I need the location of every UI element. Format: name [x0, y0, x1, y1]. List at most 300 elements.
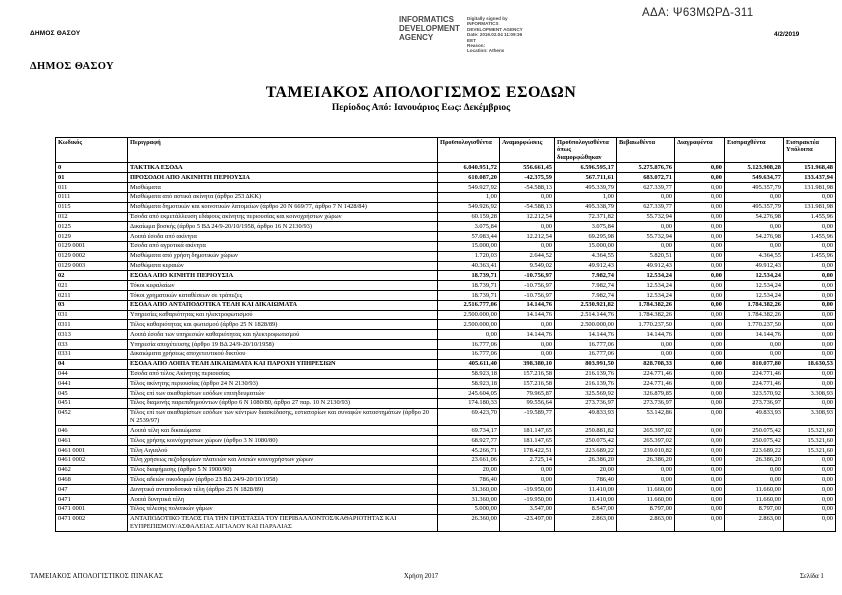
row-amount: 0,00 [784, 340, 836, 350]
row-amount: 810.077,80 [725, 359, 784, 369]
row-amount: 58.923,18 [438, 369, 500, 379]
table-row [56, 398, 836, 408]
row-amount: 828.708,33 [617, 359, 675, 369]
row-amount: 0,00 [617, 241, 675, 251]
table-row [56, 241, 836, 251]
row-amount: 803.991,50 [555, 359, 617, 369]
row-amount: 0,00 [784, 475, 836, 485]
row-amount: 133.437,94 [784, 173, 836, 183]
row-amount: 131.981,98 [784, 202, 836, 212]
row-amount: 610.087,20 [438, 173, 500, 183]
row-amount: 1.455,96 [784, 251, 836, 261]
row-amount: 20,00 [555, 465, 617, 475]
row-code: 0471 [56, 495, 128, 505]
row-description: Μισθώματα από χρήση δημοτικών χώρων [128, 251, 438, 261]
row-amount: 265.397,02 [617, 426, 675, 436]
row-amount: 0,00 [500, 475, 555, 485]
column-header-amendments: Αναμορφώσεις [500, 138, 555, 163]
row-amount: 567.711,61 [555, 173, 617, 183]
row-amount: 11.660,00 [725, 495, 784, 505]
footer-page-number: Σελίδα 1 [800, 573, 824, 580]
row-amount: 14.144,76 [617, 330, 675, 340]
row-description: Τέλος τέλεσης πολιτικών γάμων [128, 504, 438, 514]
row-description: Δυνητικά ανταποδοτικά τέλη (άρθρο 25 Ν 1828/89) [128, 485, 438, 495]
page-subtitle: Περίοδος Από: Ιανουάριος Εως: Δεκέμβριος [331, 103, 511, 113]
row-amount: 0,00 [784, 261, 836, 271]
row-amount: 224.771,46 [725, 369, 784, 379]
row-amount: 2.500.000,00 [438, 320, 500, 330]
row-amount: 0,00 [725, 465, 784, 475]
row-amount: 0,00 [675, 271, 725, 281]
row-amount: 0,00 [675, 379, 725, 389]
row-amount: 0,00 [784, 455, 836, 465]
row-amount: 174.180,33 [438, 398, 500, 408]
row-amount: 49.833,93 [725, 408, 784, 426]
row-amount: 157.216,58 [500, 379, 555, 389]
row-amount: 2.514.144,76 [555, 310, 617, 320]
row-amount: 0,00 [617, 222, 675, 232]
row-amount: 223.689,22 [555, 446, 617, 456]
row-amount: 2.530.921,82 [555, 300, 617, 310]
row-description: Τέλος χρήσης κοινόχρηστων χώρων (άρθρο 3 Ν 1080/80) [128, 436, 438, 446]
row-amount: 683.072,71 [617, 173, 675, 183]
row-amount: 15.000,00 [438, 241, 500, 251]
row-amount: 0,00 [675, 398, 725, 408]
row-amount: 14.144,76 [555, 330, 617, 340]
row-code: 046 [56, 426, 128, 436]
row-amount: 0,00 [675, 408, 725, 426]
row-amount: 68.927,77 [438, 436, 500, 446]
row-amount: 245.604,05 [438, 389, 500, 399]
ada-code: ΑΔΑ: Ψ63ΜΩΡΔ-311 [642, 7, 754, 19]
row-code: 0462 [56, 465, 128, 475]
row-amount: 0,00 [675, 300, 725, 310]
row-amount: 224.771,46 [725, 379, 784, 389]
table-row [56, 271, 836, 281]
row-amount: 556.661,45 [500, 163, 555, 173]
row-amount: 0,00 [675, 212, 725, 222]
row-amount: -54.588,13 [500, 202, 555, 212]
row-code: 0125 [56, 222, 128, 232]
row-amount: 0,00 [675, 232, 725, 242]
row-amount: 3.075,84 [438, 222, 500, 232]
row-amount: 0,00 [784, 369, 836, 379]
row-code: 0452 [56, 408, 128, 426]
row-amount: 325.569,92 [555, 389, 617, 399]
row-amount: 5.820,51 [617, 251, 675, 261]
row-amount: 0,00 [784, 349, 836, 359]
row-amount: 151.968,48 [784, 163, 836, 173]
row-amount: 0,00 [675, 310, 725, 320]
row-amount: 14.144,76 [500, 310, 555, 320]
row-amount: 0,00 [617, 349, 675, 359]
row-code: 0313 [56, 330, 128, 340]
row-amount: 14.144,76 [500, 300, 555, 310]
row-amount: 0,00 [784, 300, 836, 310]
table-row [56, 485, 836, 495]
row-amount: 0,00 [675, 465, 725, 475]
row-amount: 2.863,00 [725, 514, 784, 532]
row-amount: 0,00 [675, 369, 725, 379]
table-row [56, 222, 836, 232]
row-amount: 5.000,00 [438, 504, 500, 514]
row-description: Μισθώματα από αστικά ακίνητα (άρθρο 253 ΔΚΚ) [128, 192, 438, 202]
row-amount: 0,00 [500, 320, 555, 330]
row-amount: 0,00 [675, 495, 725, 505]
row-amount: 11.410,00 [555, 485, 617, 495]
row-amount: -42.375,59 [500, 173, 555, 183]
row-amount: 0,00 [617, 475, 675, 485]
row-code: 0471 0002 [56, 514, 128, 532]
row-amount: 131.981,98 [784, 183, 836, 193]
table-row [56, 291, 836, 301]
row-amount: 15.321,60 [784, 426, 836, 436]
table-row [56, 436, 836, 446]
revenue-report-table [55, 137, 836, 532]
row-code: 0451 [56, 398, 128, 408]
table-row [56, 504, 836, 514]
row-amount: 0,00 [784, 514, 836, 532]
row-amount: 49.912,43 [725, 261, 784, 271]
row-amount: 55.732,94 [617, 212, 675, 222]
row-amount: 15.321,60 [784, 446, 836, 456]
row-amount: 55.732,94 [617, 232, 675, 242]
row-amount: 15.000,00 [555, 241, 617, 251]
row-description: Λοιπά τέλη και δικαιώματα [128, 426, 438, 436]
row-amount: 1.455,96 [784, 232, 836, 242]
row-code: 031 [56, 310, 128, 320]
row-amount: 2.725,14 [500, 455, 555, 465]
row-amount: 12.212,54 [500, 232, 555, 242]
row-amount: 250.075,42 [725, 426, 784, 436]
row-amount: 0,00 [784, 192, 836, 202]
row-amount: 49.912,43 [617, 261, 675, 271]
municipality-header-small: ΔΗΜΟΣ ΘΑΣΟΥ [30, 30, 81, 37]
row-description: Μισθώματα κεραιών [128, 261, 438, 271]
table-row [56, 408, 836, 426]
row-amount: 0,00 [675, 183, 725, 193]
municipality-name: ΔΗΜΟΣ ΘΑΣΟΥ [30, 61, 115, 72]
row-amount: 0,00 [725, 222, 784, 232]
row-amount: 0,00 [675, 436, 725, 446]
row-description: Τόκοι κεφαλαίων [128, 281, 438, 291]
row-amount: 1,00 [438, 192, 500, 202]
row-description: ΕΣΟΔΑ ΑΠΟ ΑΝΤΑΠΟΔΟΤΙΚΑ ΤΕΛΗ ΚΑΙ ΔΙΚΑΙΩΜΑΤΑ [128, 300, 438, 310]
row-code: 045 [56, 389, 128, 399]
row-code: 04 [56, 359, 128, 369]
row-amount: 0,00 [617, 465, 675, 475]
row-amount: 0,00 [675, 340, 725, 350]
row-description: Λοιπά δυνητικά τέλη [128, 495, 438, 505]
row-amount: 69.734,17 [438, 426, 500, 436]
row-amount: 18.739,71 [438, 291, 500, 301]
row-amount: 11.660,00 [725, 485, 784, 495]
row-description: ΤΑΚΤΙΚΑ ΕΣΟΔΑ [128, 163, 438, 173]
row-code: 0461 [56, 436, 128, 446]
row-amount: 1.720,03 [438, 251, 500, 261]
row-description: ΕΣΟΔΑ ΑΠΟ ΚΙΝΗΤΗ ΠΕΡΙΟΥΣΙΑ [128, 271, 438, 281]
row-amount: 0,00 [675, 163, 725, 173]
row-code: 02 [56, 271, 128, 281]
row-amount: 0,00 [784, 495, 836, 505]
row-amount: 0,00 [675, 349, 725, 359]
row-amount: 549.634,77 [725, 173, 784, 183]
row-amount: 0,00 [675, 330, 725, 340]
signature-stamp-line: Digitally signed by [467, 16, 508, 21]
row-description: Τέλος ακίνητης περιουσίας (άρθρο 24 Ν 2130/93) [128, 379, 438, 389]
row-amount: 495.357,79 [725, 183, 784, 193]
row-amount: 60.159,28 [438, 212, 500, 222]
row-amount: 49.912,43 [555, 261, 617, 271]
table-row [56, 261, 836, 271]
row-amount: 0,00 [675, 251, 725, 261]
row-amount: 495.339,79 [555, 183, 617, 193]
row-amount: 7.982,74 [555, 271, 617, 281]
row-amount: 181.147,65 [500, 436, 555, 446]
row-amount: 18.739,71 [438, 271, 500, 281]
row-amount: 12.212,54 [500, 212, 555, 222]
row-amount: 12.534,24 [617, 291, 675, 301]
table-row [56, 192, 836, 202]
row-amount: 18.630,53 [784, 359, 836, 369]
row-code: 0129 0003 [56, 261, 128, 271]
row-description: Τέλος διαμονής παρεπιδημούντων (άρθρο 6 Ν 1080/80, άρθρο 27 παρ. 10 Ν 2130/93) [128, 398, 438, 408]
row-amount: 69.295,98 [555, 232, 617, 242]
row-amount: 0,00 [784, 271, 836, 281]
row-code: 047 [56, 485, 128, 495]
row-amount: 2.500.000,00 [438, 310, 500, 320]
row-amount: 26.360,00 [438, 514, 500, 532]
row-description: Τέλος επί των ακαθαρίστων εσόδων επιτηδευματιών [128, 389, 438, 399]
row-amount: 0,00 [784, 310, 836, 320]
row-amount: 9.549,02 [500, 261, 555, 271]
row-amount: 23.661,06 [438, 455, 500, 465]
row-amount: 72.371,82 [555, 212, 617, 222]
row-amount: 0,00 [784, 291, 836, 301]
row-amount: 0,00 [500, 222, 555, 232]
row-description: ΕΣΟΔΑ ΑΠΟ ΛΟΙΠΑ ΤΕΛΗ ΔΙΚΑΙΩΜΑΤΑ ΚΑΙ ΠΑΡΟΧΗ ΥΠΗΡΕΣΙΩΝ [128, 359, 438, 369]
row-description: Λοιπά έσοδα των υπηρεσιών καθαριότητας και ηλεκτροφωτισμού [128, 330, 438, 340]
row-amount: 1.455,96 [784, 212, 836, 222]
row-amount: 0,00 [784, 241, 836, 251]
row-amount: 69.423,70 [438, 408, 500, 426]
signature-stamp-line: DEVELOPMENT AGENCY [467, 26, 523, 32]
row-description: Υπηρεσία αποχέτευσης (άρθρο 19 ΒΔ 24/9-20/10/1958) [128, 340, 438, 350]
column-header-collected: Εισπραχθέντα [725, 138, 784, 163]
row-amount: 178.422,51 [500, 446, 555, 456]
table-row [56, 212, 836, 222]
row-amount: 6.596.595,17 [555, 163, 617, 173]
table-row [56, 340, 836, 350]
row-amount: -10.756,97 [500, 281, 555, 291]
row-amount: 250.881,82 [555, 426, 617, 436]
row-description: Δικαιώματα χρήσεως αποχετευτικού δικτύου [128, 349, 438, 359]
row-amount: 15.321,60 [784, 436, 836, 446]
row-amount: 57.083,44 [438, 232, 500, 242]
row-amount: 0,00 [675, 281, 725, 291]
row-amount: 0,00 [725, 349, 784, 359]
row-description: Λοιπά έσοδα από ακίνητα [128, 232, 438, 242]
signature-stamp-line: Location: Athens [467, 48, 505, 54]
row-amount: 54.276,98 [725, 212, 784, 222]
column-header-certified: Βεβαιωθέντα [617, 138, 675, 163]
row-amount: 0,00 [675, 261, 725, 271]
row-amount: 2.500.000,00 [555, 320, 617, 330]
row-amount: 11.660,00 [617, 495, 675, 505]
row-amount: 26.386,20 [555, 455, 617, 465]
row-amount: 0,00 [675, 485, 725, 495]
row-amount: 157.216,58 [500, 369, 555, 379]
table-row [56, 349, 836, 359]
row-amount: 326.879,85 [617, 389, 675, 399]
row-amount: 627.339,77 [617, 202, 675, 212]
row-description: Τόκοι χρηματικών καταθέσεων σε τράπεζες [128, 291, 438, 301]
row-code: 044 [56, 369, 128, 379]
row-amount: 3.308,93 [784, 389, 836, 399]
signature-stamp-details [467, 16, 537, 54]
column-header-deleted: Διαγραφέντα [675, 138, 725, 163]
table-row [56, 202, 836, 212]
row-amount: 49.833,93 [555, 408, 617, 426]
row-amount: 12.534,24 [725, 281, 784, 291]
row-amount: 0,00 [784, 379, 836, 389]
row-amount: 0,00 [675, 426, 725, 436]
row-amount: -19.589,77 [500, 408, 555, 426]
row-code: 0115 [56, 202, 128, 212]
table-row [56, 232, 836, 242]
row-amount: 786,40 [555, 475, 617, 485]
row-amount: 0,00 [675, 241, 725, 251]
row-amount: 31.360,00 [438, 495, 500, 505]
row-amount: 1,00 [555, 192, 617, 202]
row-amount: -23.497,00 [500, 514, 555, 532]
row-description: Υπηρεσίες καθαριότητας και ηλεκτροφωτισμού [128, 310, 438, 320]
row-amount: 0,00 [675, 514, 725, 532]
row-amount: 0,00 [675, 389, 725, 399]
row-amount: 5.275.876,76 [617, 163, 675, 173]
row-amount: 0,00 [675, 475, 725, 485]
row-amount: 0,00 [784, 281, 836, 291]
row-amount: 6.040.951,72 [438, 163, 500, 173]
table-row [56, 359, 836, 369]
table-row [56, 446, 836, 456]
column-header-code: Κωδικός [56, 138, 128, 163]
row-code: 021 [56, 281, 128, 291]
row-amount: 239.010,82 [617, 446, 675, 456]
row-amount: 58.923,18 [438, 379, 500, 389]
table-row [56, 300, 836, 310]
column-header-budgeted: Προϋπολογισθέντα [438, 138, 500, 163]
row-amount: 223.689,22 [725, 446, 784, 456]
row-amount: 2.644,52 [500, 251, 555, 261]
row-amount: 0,00 [675, 173, 725, 183]
column-header-receivable-balance: Εισπρακτέα Υπόλοιπα [784, 138, 836, 163]
column-header-budgeted-adjusted: Προϋπολογισθέντα όπως διαμορφώθηκαν [555, 138, 617, 163]
row-amount: 0,00 [784, 504, 836, 514]
row-description: ΠΡΟΣΟΔΟΙ ΑΠΟ ΑΚΙΝΗΤΗ ΠΕΡΙΟΥΣΙΑ [128, 173, 438, 183]
row-amount: 405.611,40 [438, 359, 500, 369]
row-amount: 0,00 [500, 241, 555, 251]
table-row [56, 369, 836, 379]
row-amount: 26.386,20 [617, 455, 675, 465]
row-amount: 16.777,06 [555, 340, 617, 350]
row-amount: 0,00 [725, 241, 784, 251]
row-amount: 0,00 [725, 192, 784, 202]
row-amount: 99.556,64 [500, 398, 555, 408]
row-amount: 0,00 [784, 222, 836, 232]
row-amount: 495.338,79 [555, 202, 617, 212]
signature-stamp-line: Date: 2019.02.04 11:09:36 [467, 32, 523, 38]
row-code: 0441 [56, 379, 128, 389]
table-row [56, 183, 836, 193]
row-amount: 273.736,97 [555, 398, 617, 408]
row-description: Έσοδα από εκμετάλλευση εδάφους ακίνητης περιουσίας και κοινοχρήστων χώρων [128, 212, 438, 222]
row-amount: 4.364,55 [725, 251, 784, 261]
row-amount: 18.739,71 [438, 281, 500, 291]
table-row [56, 163, 836, 173]
table-row [56, 281, 836, 291]
table-row [56, 455, 836, 465]
row-code: 0471 0001 [56, 504, 128, 514]
row-amount: 3.547,00 [500, 504, 555, 514]
row-code: 0129 0002 [56, 251, 128, 261]
signature-agency-name: INFORMATICS DEVELOPMENT AGENCY [399, 15, 460, 42]
row-description: Έσοδα από τέλος Ακίνητης περιουσίας [128, 369, 438, 379]
row-amount: 11.660,00 [617, 485, 675, 495]
row-amount: 7.982,74 [555, 281, 617, 291]
row-amount: 2.863,00 [555, 514, 617, 532]
row-amount: 5.123.908,28 [725, 163, 784, 173]
signature-stamp-line: Reason: [467, 43, 486, 49]
row-amount: 1.770.237,50 [725, 320, 784, 330]
row-code: 03 [56, 300, 128, 310]
row-amount: 54.276,98 [725, 232, 784, 242]
row-amount: 0,00 [500, 465, 555, 475]
row-amount: 323.570,92 [725, 389, 784, 399]
row-amount: 0,00 [675, 202, 725, 212]
row-description: Τέλη Αιγιαλού [128, 446, 438, 456]
row-amount: 1.784.382,26 [617, 300, 675, 310]
row-amount: 53.142,86 [617, 408, 675, 426]
row-code: 0331 [56, 349, 128, 359]
row-amount: 0,00 [784, 485, 836, 495]
row-amount: 4.364,55 [555, 251, 617, 261]
row-amount: 2.516.777,06 [438, 300, 500, 310]
table-row [56, 389, 836, 399]
row-amount: -10.756,97 [500, 291, 555, 301]
row-amount: 0,00 [784, 465, 836, 475]
row-amount: 0,00 [675, 222, 725, 232]
table-row [56, 173, 836, 183]
row-amount: 0,00 [725, 475, 784, 485]
row-code: 033 [56, 340, 128, 350]
row-amount: 12.534,24 [617, 271, 675, 281]
row-amount: 0,00 [675, 192, 725, 202]
row-amount: 495.357,79 [725, 202, 784, 212]
row-amount: 8.797,00 [725, 504, 784, 514]
table-row [56, 426, 836, 436]
row-amount: 1.784.382,26 [617, 310, 675, 320]
row-amount: 0,00 [675, 359, 725, 369]
row-code: 012 [56, 212, 128, 222]
footer-fiscal-year: Χρήση 2017 [403, 573, 439, 580]
row-code: 0129 0001 [56, 241, 128, 251]
row-amount: 31.360,00 [438, 485, 500, 495]
row-amount: 0,00 [784, 320, 836, 330]
row-amount: 1.784.382,26 [725, 310, 784, 320]
row-description: Έσοδα από αγροτικά ακίνητα [128, 241, 438, 251]
row-description: Τέλος καθαριότητας και φωτισμού (άρθρο 25 Ν 1828/89) [128, 320, 438, 330]
